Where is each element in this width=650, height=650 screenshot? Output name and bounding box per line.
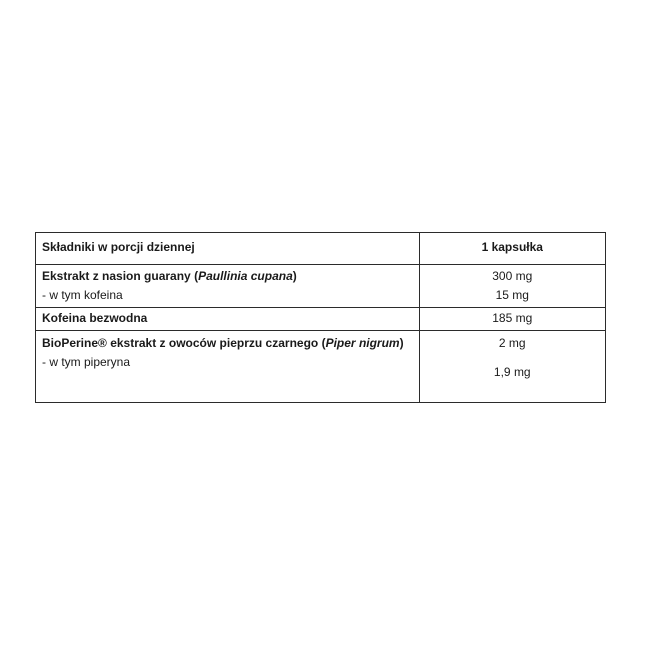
ingredient-latin-name-2: nigrum bbox=[358, 336, 400, 350]
ingredient-sub-label: - w tym piperyna bbox=[42, 355, 131, 369]
amount-value: 300 mg bbox=[492, 269, 533, 283]
table-row bbox=[36, 331, 606, 403]
table-header-row bbox=[36, 233, 606, 265]
amount-value: 185 mg bbox=[492, 311, 533, 325]
amount-sub-value: 15 mg bbox=[495, 288, 529, 302]
ingredient-name-text: BioPerine® ekstrakt z owoców pieprzu czarnego ( bbox=[42, 336, 326, 350]
ingredient-sub-label: - w tym kofeina bbox=[42, 288, 123, 302]
amount-sub-value: 1,9 mg bbox=[493, 365, 531, 379]
ingredient-latin-close: ) bbox=[292, 269, 297, 283]
ingredient-name: Kofeina bezwodna bbox=[42, 311, 148, 325]
ingredient-cell bbox=[36, 265, 420, 308]
ingredient-cell bbox=[36, 331, 420, 403]
amount-cell bbox=[419, 331, 605, 403]
ingredient-cell bbox=[36, 308, 420, 331]
header-amount-cell bbox=[419, 233, 605, 265]
table-row bbox=[36, 308, 606, 331]
amount-cell bbox=[419, 308, 605, 331]
ingredient-name bbox=[42, 334, 413, 353]
ingredient-latin-name-1: Piper bbox=[325, 336, 356, 350]
nutrition-table-container bbox=[35, 232, 606, 403]
ingredient-latin-open: ( bbox=[194, 269, 199, 283]
ingredient-latin-close: ) bbox=[399, 336, 404, 350]
table-row bbox=[36, 265, 606, 308]
header-amount-label: 1 kapsułka bbox=[481, 240, 543, 254]
ingredient-latin-name: Paullinia cupana bbox=[198, 269, 293, 283]
ingredient-name bbox=[42, 267, 413, 286]
nutrition-table bbox=[35, 232, 606, 403]
ingredient-name-text: Ekstrakt z nasion guarany bbox=[42, 269, 195, 283]
amount-value: 2 mg bbox=[498, 336, 526, 350]
amount-cell bbox=[419, 265, 605, 308]
header-ingredient-cell bbox=[36, 233, 420, 265]
header-ingredient-label: Składniki w porcji dziennej bbox=[42, 240, 195, 254]
